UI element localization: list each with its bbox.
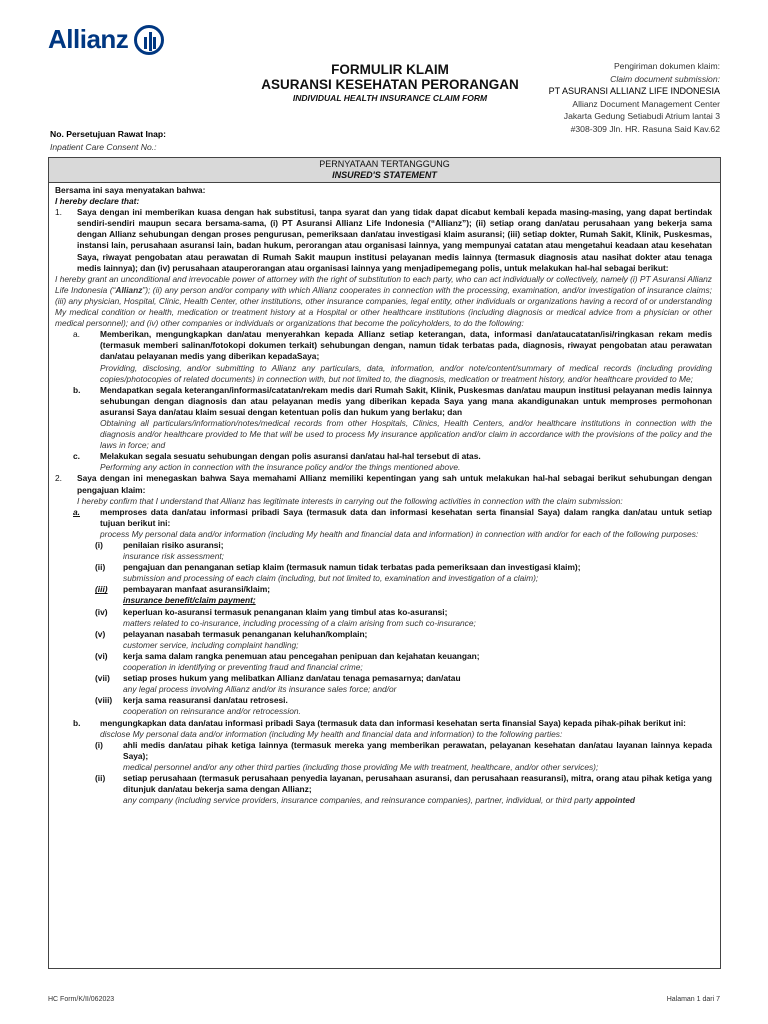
title-line1: FORMULIR KLAIM [331, 62, 449, 77]
list-item-en: cooperation on reinsurance and/or retrocession. [123, 706, 301, 717]
list-item-en: insurance benefit/claim payment; [123, 595, 256, 606]
list-item [95, 562, 712, 584]
consent-label-en: Inpatient Care Consent No.: [50, 141, 157, 152]
submission-addr2: Jakarta Gedung Setiabudi Atrium lantai 3 [563, 111, 720, 122]
list-item-en: matters related to co-insurance, including processing of a claim arising from such co-insurance; [123, 617, 476, 628]
item-label: b. [73, 717, 81, 728]
consent-number [50, 128, 166, 153]
list-item-id: penilaian risiko asuransi; [123, 540, 224, 550]
statement-head-id: PERNYATAAN TERTANGGUNG [319, 159, 450, 169]
statement-header [49, 158, 720, 183]
statement-head-en: INSURED'S STATEMENT [332, 170, 437, 180]
insured-statement-box [48, 157, 721, 969]
submission-addr1: Allianz Document Management Center [572, 98, 720, 109]
list-item-number: (iii) [95, 584, 108, 595]
list-item-en: any legal process involving Allianz and/or its insurance sales force; and/or [123, 684, 397, 695]
paragraph-2-en: I hereby confirm that I understand that Allianz has legitimate interests in carrying out the following activities in connection with the claim submission: [77, 495, 623, 506]
list-item-id: pelayanan nasabah termasuk penanganan keluhan/komplain; [123, 628, 368, 639]
list-item [95, 607, 712, 629]
paragraph-1-id: Saya dengan ini memberikan kuasa dengan hak substitusi, tanpa syarat dan yang tidak dapat dicabut kembali kepada masing-masing, yang dapat bertindak sendiri-sendiri maupun secara bersama-sama, (i) PT Asuransi Allianz Life Indonesia (“Allianz”); (ii) setiap orang dan/atau perusahaan yang bekerja sama dengan Allianz sehubungan dengan proses pengurusan, pemeriksaan dan/atau investigasi klaim asuransi; (iii) setiap dokter, Rumah Sakit, Klinik, Puskesmas, instansi lain, perusahaan asuransi lain, badan hukum, perorangan atau organisasi lainnya, yang mempunyai catatan atau mengetahui keadaan atau kesehatan Saya, riwayat pengobatan atau perawatan di Rumah Sakit maupun institusi pelayanan medis lainnya (termasuk diagnosis atau nasihat dokter atau tenaga medis lainnya); dan (iv) perusahaan atauperorangan atau organisasi lainnya yang menjadipemegang polis, untuk melakukan hal-hal sebagai berikut: [77, 207, 712, 273]
item-label: c. [73, 451, 80, 462]
list-item-id: pengajuan dan penanganan setiap klaim (termasuk namun tidak terbatas pada pemeriksaan dan investigasi klaim); [123, 562, 581, 573]
paragraph-number: 1. [55, 207, 62, 218]
list-item-en: insurance risk assessment; [123, 551, 225, 562]
list-item-en: medical personnel and/or any other third parties (including those providing Me with treatment, healthcare, and/or other services); [123, 761, 599, 772]
paragraph-2-id: Saya dengan ini menegaskan bahwa Saya memahami Allianz memiliki kepentingan yang sah untuk melakukan hal-hal sebagai berikut sehubungan dengan pengajuan klaim: [77, 473, 712, 495]
list-item-number: (vii) [95, 673, 110, 684]
list-item [95, 740, 712, 773]
item-1a [73, 329, 712, 384]
list-item [95, 584, 712, 606]
item-1b [73, 385, 712, 452]
list-item [95, 673, 712, 695]
list-item-number: (ii) [95, 562, 106, 573]
allianz-logo [48, 24, 164, 55]
list-item-number: (i) [95, 540, 103, 550]
list-item-number: (ii) [95, 772, 106, 783]
list-item-id: setiap perusahaan (termasuk perusahaan penyedia layanan, perusahaan asuransi, dan perusahaan reasuransi), mitra, orang atau pihak ketiga yang ditunjuk dan/atau bekerja sama dengan Allianz; [123, 772, 712, 795]
list-item-number: (i) [95, 739, 103, 750]
party-list [55, 740, 712, 807]
list-item-number: (v) [95, 628, 106, 639]
submission-company: PT ASURANSI ALLIANZ LIFE INDONESIA [548, 86, 720, 97]
list-item-id: setiap proses hukum yang melibatkan Allianz dan/atau tenaga pemasarnya; dan/atau [123, 673, 461, 684]
item-1c [73, 451, 712, 473]
item-2a-en: process My personal data and/or information (including My health and financial data and information) in connection with and/or for each of the following purposes: [100, 528, 699, 539]
item-2a [73, 507, 712, 540]
title-line2: ASURANSI KESEHATAN PERORANGAN [261, 77, 519, 92]
intro-id: Bersama ini saya menyatakan bahwa: [55, 185, 206, 195]
allianz-eagle-icon [134, 25, 164, 55]
item-label: a. [73, 506, 80, 517]
paragraph-1 [55, 207, 712, 274]
list-item-id: kerja sama dalam rangka penemuan atau pencegahan penipuan dan kejahatan keuangan; [123, 650, 480, 661]
item-1c-en: Performing any action in connection with the insurance policy and/or the things mentioned above. [100, 462, 461, 473]
item-2b [73, 718, 712, 740]
purpose-list [55, 540, 712, 718]
paragraph-2 [55, 473, 712, 506]
list-item-en: any company (including service providers, insurance companies, and reinsurance companies), partner, individual, or third party appointed [123, 795, 636, 806]
list-item [95, 540, 712, 562]
list-item [95, 695, 712, 717]
submission-addr3: #308-309 Jln. HR. Rasuna Said Kav.62 [570, 123, 720, 134]
submission-label-id: Pengiriman dokumen klaim: [613, 61, 720, 71]
brand-emphasis: Allianz [115, 284, 143, 295]
list-item-en: submission and processing of each claim (including, but not limited to, examination and investigation of a claim); [123, 573, 539, 584]
item-1b-en: Obtaining all particulars/information/notes/medical records from other Hospitals, Clinics, Health Centers, and/or healthcare institutions in connection with the diagnosis and/or healthcare provided to Me that will be used to process My insurance application and/or claim in accordance with the provisions of the policy and the laws in force; and [100, 417, 712, 451]
form-code: HC Form/K/II/062023 [48, 996, 115, 1003]
item-1c-id: Melakukan segala sesuatu sehubungan dengan polis asuransi dan/atau hal-hal tersebut di atas. [100, 451, 481, 462]
list-item-number: (vi) [95, 650, 108, 661]
submission-label-en: Claim document submission: [610, 73, 720, 84]
list-item [95, 651, 712, 673]
list-item-id: ahli medis dan/atau pihak ketiga lainnya (termasuk mereka yang memberikan perawatan, pelayanan kesehatan dan/atau layanan lainnya kepada Saya); [123, 739, 712, 761]
list-item [95, 773, 712, 806]
statement-body [49, 183, 720, 806]
item-label: a. [73, 329, 80, 340]
page-number: Halaman 1 dari 7 [666, 996, 720, 1003]
item-2b-id: mengungkapkan data dan/atau informasi pribadi Saya (termasuk data dan informasi kesehatan serta finansial Saya) kepada pihak-pihak berikut ini: [100, 717, 686, 728]
brand-name: Allianz [48, 24, 129, 54]
list-item-en-emphasis: appointed [595, 795, 636, 806]
item-1a-id: Memberikan, mengungkapkan dan/atau menyerahkan kepada Allianz setiap keterangan, data, informasi dan/ataucatatan/isi/ringkasan rekam medis (termasuk memberi salinan/fotokopi dokumen terkait) sehubungan dengan, namun tidak terbatas pada, diagnosis, riwayat pengobatan atau perawatan dan/atau pelayanan medis yang diberikan kepadaSaya; [100, 329, 712, 362]
list-item-number: (iv) [95, 606, 108, 617]
intro-en: I hereby declare that: [55, 196, 140, 207]
list-item-id: pembayaran manfaat asuransi/klaim; [123, 584, 271, 595]
paragraph-1-en: I hereby grant an unconditional and irrevocable power of attorney with the right of substitution to each party, who can act individually or collectively, namely (i) PT Asuransi Allianz Life Indonesia (“Allianz”); (ii) any person and/or company with which Allianz cooperates in connection with the processing, examination, and/or investigation of insurance claims; (iii) any physician, Hospital, Clinic, Health Center, other institutions, other insurance companies, legal entity, other individuals or organizations having a record of or understanding My medical condition or health, medication or treatment history at a Hospital or other healthcare institutions (including diagnosis or medical advice from a physician or other medical personnel); and (iv) other companies or individuals or organizations that become the policyholders, to do the following: [55, 273, 712, 329]
list-item-en: customer service, including complaint handling; [123, 639, 299, 650]
form-title [240, 62, 540, 104]
submission-address [549, 60, 720, 136]
paragraph-number: 2. [55, 473, 62, 484]
consent-label-id: No. Persetujuan Rawat Inap: [50, 129, 167, 139]
item-2a-id: memproses data dan/atau informasi pribadi Saya (termasuk data dan informasi kesehatan serta finansial Saya) dalam rangka dan/atau untuk setiap tujuan berikut ini: [100, 506, 712, 528]
item-1a-en: Providing, disclosing, and/or submitting to Allianz any particulars, data, information, and/or note/content/summary of medical records (including providing copies/photocopies of related documents) in connection with, but not limited to, the diagnosis, medication or treatment history, and/or healthcare provided to Me; [100, 362, 712, 384]
item-1b-id: Mendapatkan segala keterangan/informasi/catatan/rekam medis dari Rumah Sakit, Klinik, Puskesmas dan/atau maupun institusi pelayanan medis lainnya sehubungan dengan diagnosis dan atau pelayanan medis yang diberikan kepada Saya yang mana akandigunakan untuk memproses permohonan asuransi Saya dan/atau klaim sesuai dengan ketentuan polis dan hukum yang berlaku; dan [100, 384, 712, 417]
list-item-en: cooperation in identifying or preventing fraud and financial crime; [123, 662, 363, 673]
item-2b-en: disclose My personal data and/or information (including My health and financial data and information) to the following parties: [100, 728, 563, 739]
title-line3: INDIVIDUAL HEALTH INSURANCE CLAIM FORM [292, 93, 488, 103]
item-label: b. [73, 384, 81, 395]
list-item-id: kerja sama reasuransi dan/atau retrosesi. [123, 695, 288, 706]
list-item-id: keperluan ko-asuransi termasuk penanganan klaim yang timbul atas ko-asuransi; [123, 606, 448, 617]
list-item-number: (viii) [95, 695, 113, 706]
list-item [95, 629, 712, 651]
